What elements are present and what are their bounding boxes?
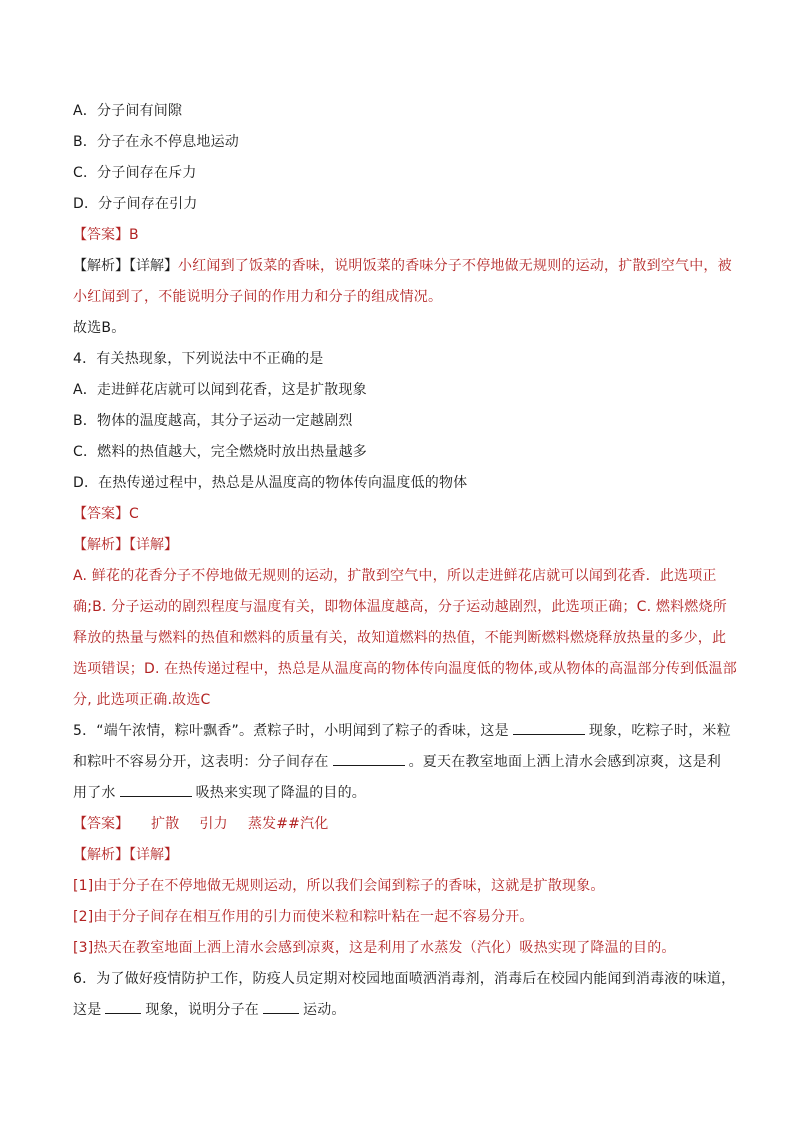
q5-analysis-label: 【解析】【详解】 (73, 847, 178, 863)
q5-stem-part-6: 吸热来实现了降温的目的。 (195, 785, 367, 801)
q5-answer-row (73, 809, 723, 840)
q4-analysis-line-2: 确;B. 分子运动的剧烈程度与温度有关，即物体温度越高，分子运动越剧烈，此选项正确；C. 燃料燃烧所 (73, 599, 727, 615)
q5-analysis-line-3: [3]热天在教室地面上洒上清水会感到凉爽，这是利用了水蒸发（汽化）吸热实现了降温的目的。 (73, 940, 676, 956)
q5-stem-part-3: 和粽叶不容易分开，这表明：分子间存在 (73, 754, 329, 770)
document-content (73, 96, 737, 1026)
q3-option-c: C．分子间存在斥力 (73, 165, 197, 181)
q3-answer-row (73, 220, 723, 251)
q5-answer-label: 【答案】 (73, 816, 129, 832)
q6-stem-line-2 (73, 995, 723, 1026)
q6-blank-2[interactable] (263, 999, 299, 1014)
q5-stem-part-5: 用了水 (73, 785, 116, 801)
q4-stem: 4．有关热现象，下列说法中不正确的是 (73, 351, 324, 367)
q5-stem-line-3 (73, 778, 723, 809)
q6-blank-1[interactable] (105, 999, 141, 1014)
q4-analysis-label-row (73, 530, 723, 561)
q5-stem-part-1: 5．“端午浓情，粽叶飘香”。煮粽子时，小明闻到了粽子的香味，这是 (73, 723, 509, 739)
q5-answer-2: 引力 (199, 816, 228, 832)
q6-stem-part-4: 运动。 (303, 1002, 346, 1018)
q6-stem-part-3: 现象，说明分子在 (145, 1002, 260, 1018)
q5-blank-1[interactable] (513, 720, 585, 735)
q3-analysis-row-1 (73, 251, 732, 282)
q4-answer-label: 【答案】 (73, 506, 129, 522)
q5-stem-part-2: 现象，吃粽子时，米粒 (588, 723, 731, 739)
q3-answer-value: B (129, 227, 139, 243)
q4-option-d: D．在热传递过程中，热总是从温度高的物体传向温度低的物体 (73, 475, 468, 491)
q5-stem-part-4: 。夏天在教室地面上洒上清水会感到凉爽，这是利 (408, 754, 722, 770)
q4-option-a: A．走进鲜花店就可以闻到花香，这是扩散现象 (73, 382, 367, 398)
q5-analysis-label-row (73, 840, 723, 871)
q4-option-b: B．物体的温度越高，其分子运动一定越剧烈 (73, 413, 353, 429)
q4-analysis-line-1: A. 鲜花的花香分子不停地做无规则的运动，扩散到空气中，所以走进鲜花店就可以闻到花香．此选项正 (73, 568, 717, 584)
q5-analysis-line-1: [1]由于分子在不停地做无规则运动，所以我们会闻到粽子的香味，这就是扩散现象。 (73, 878, 605, 894)
q3-option-a: A．分子间有间隙 (73, 103, 183, 119)
q4-answer-value: C (129, 506, 139, 522)
q4-option-c: C．燃料的热值越大，完全燃烧时放出热量越多 (73, 444, 367, 460)
q4-analysis-line-5: 分, 此选项正确.故选C (73, 692, 211, 708)
q5-stem-line-2 (73, 747, 723, 778)
q6-stem-part-2: 这是 (73, 1002, 102, 1018)
q5-answer-3: 蒸发##汽化 (247, 816, 329, 832)
q3-analysis-text-1: 小红闻到了饭菜的香味，说明饭菜的香味分子不停地做无规则的运动，扩散到空气中，被 (178, 258, 732, 274)
q5-blank-3[interactable] (120, 782, 192, 797)
q3-option-b: B．分子在永不停息地运动 (73, 134, 240, 150)
q6-stem-line-1: 6．为了做好疫情防护工作，防疫人员定期对校园地面喷洒消毒剂，消毒后在校园内能闻到消毒液的味道， (73, 971, 736, 987)
q3-analysis-label: 【解析】【详解】 (73, 258, 178, 274)
q3-answer-label: 【答案】 (73, 227, 129, 243)
q4-analysis-line-3: 释放的热量与燃料的热值和燃料的质量有关，故知道燃料的热值，不能判断燃料燃烧释放热量的多少，此 (73, 630, 727, 646)
q5-analysis-line-2: [2]由于分子间存在相互作用的引力而使米粒和粽叶粘在一起不容易分开。 (73, 909, 534, 925)
q5-stem-line-1 (73, 716, 731, 747)
q4-answer-row (73, 499, 723, 530)
q3-analysis-text-2: 小红闻到了，不能说明分子间的作用力和分子的组成情况。 (73, 289, 443, 305)
q3-option-d: D．分子间存在引力 (73, 196, 198, 212)
q4-analysis-line-4: 选项错误；D. 在热传递过程中，热总是从温度高的物体传向温度低的物体,或从物体的高温部分传到低温部 (73, 661, 737, 677)
q5-blank-2[interactable] (333, 751, 405, 766)
q5-answer-1: 扩散 (151, 816, 180, 832)
q4-analysis-label: 【解析】【详解】 (73, 537, 178, 553)
q3-conclusion: 故选B。 (73, 320, 126, 336)
